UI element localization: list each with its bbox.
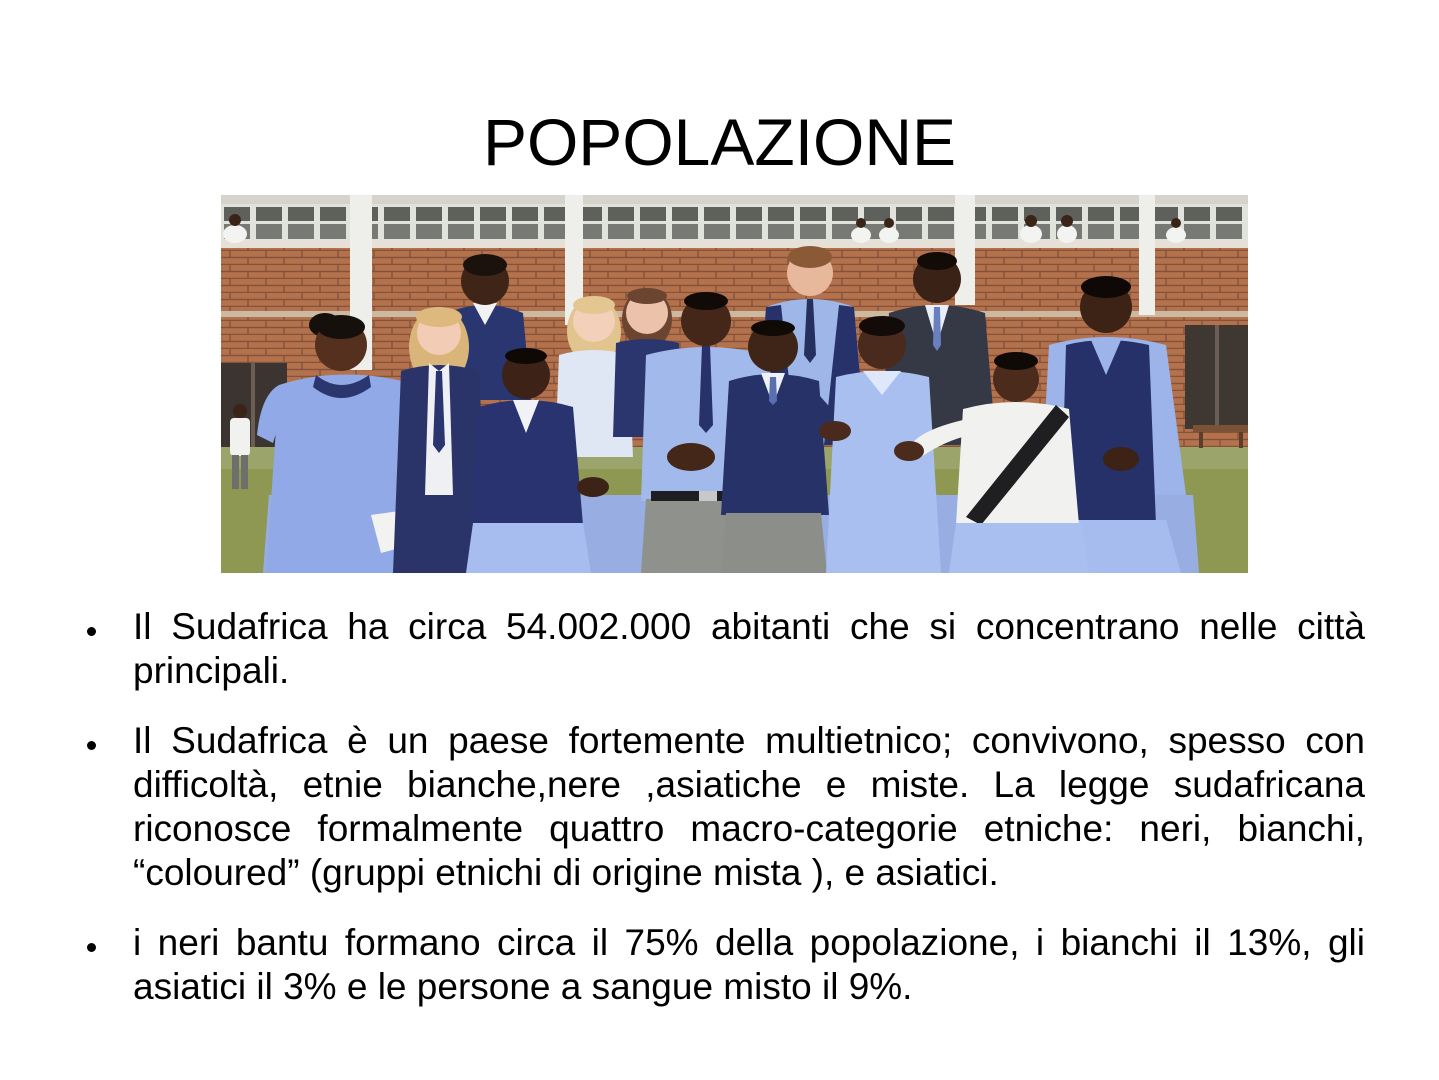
person-hair	[416, 307, 462, 327]
balcony-person-shirt	[851, 227, 871, 243]
person-tie	[933, 307, 941, 351]
right-window-frame	[1215, 325, 1219, 429]
bullet-list	[133, 605, 1365, 1035]
roof-beam	[221, 195, 1248, 204]
bench	[1193, 425, 1248, 432]
person-hair	[994, 352, 1038, 370]
bench-leg	[1199, 432, 1203, 448]
person-trousers	[721, 513, 827, 573]
bench-leg	[1239, 432, 1243, 448]
balcony-person-head	[856, 218, 866, 228]
person-skirt	[466, 523, 591, 573]
bullet-text: i neri bantu formano circa il 75% della popolazione, i bianchi il 13%, gli asiatici il 3% e le persone a sangue misto il 9%.	[133, 922, 1365, 1007]
person-hair	[751, 320, 795, 336]
students-photo	[221, 195, 1248, 573]
balcony-person-head	[1171, 218, 1181, 228]
person-hands	[894, 441, 924, 461]
bullet-text: Il Sudafrica ha circa 54.002.000 abitanti che si concentrano nelle città principali.	[133, 606, 1365, 691]
person-body	[826, 371, 941, 573]
person-hair	[505, 348, 547, 364]
bullet-text: Il Sudafrica è un paese fortemente multietnico; convivono, spesso con difficoltà, etnie bianche,nere ,asiatiche e miste. La legge sudafricana riconosce formalmente quattro macro-categorie etniche: neri, bianchi, “coloured” (gruppi etnichi di origine mista ), e asiatici.	[133, 720, 1365, 893]
person-tie	[769, 377, 777, 405]
person-hair	[573, 296, 615, 314]
person-hair	[788, 246, 832, 268]
balcony-person-shirt	[1057, 225, 1077, 243]
upper-window-strip	[221, 204, 1248, 242]
bullet-item	[133, 921, 1365, 1009]
upper-ledge	[221, 241, 1248, 248]
person-leg	[241, 455, 248, 489]
bullet-icon	[87, 627, 96, 636]
person-hands	[819, 421, 851, 441]
person-shirt	[230, 418, 250, 456]
person-hair	[917, 252, 957, 270]
slide-title: POPOLAZIONE	[482, 105, 957, 179]
bullet-item	[133, 719, 1365, 895]
balcony-person-shirt	[1166, 227, 1186, 243]
person-hands	[1103, 447, 1139, 471]
bullet-icon	[87, 943, 96, 952]
person-hair	[627, 288, 667, 304]
person-leg	[232, 455, 239, 489]
person-hands	[577, 477, 609, 497]
person-belt-buckle	[699, 491, 717, 501]
bullet-item	[133, 605, 1365, 693]
balcony-person-shirt	[1020, 225, 1042, 243]
person-hair	[463, 254, 507, 276]
bullet-icon	[87, 741, 96, 750]
person-hair	[317, 315, 365, 339]
person-hair	[1081, 276, 1131, 298]
person-hair	[859, 316, 905, 336]
balcony-person-shirt	[879, 227, 899, 243]
balcony-person-head	[229, 214, 241, 226]
person-hair	[684, 292, 728, 310]
balcony-person-shirt	[223, 225, 247, 243]
pillar	[1139, 195, 1155, 315]
left-door-frame	[251, 363, 255, 455]
person-hands	[667, 443, 715, 471]
balcony-person-head	[1025, 215, 1037, 227]
person-head	[233, 404, 247, 418]
balcony-person-head	[884, 218, 894, 228]
person-skirt	[949, 523, 1089, 573]
balcony-person-head	[1061, 215, 1073, 227]
